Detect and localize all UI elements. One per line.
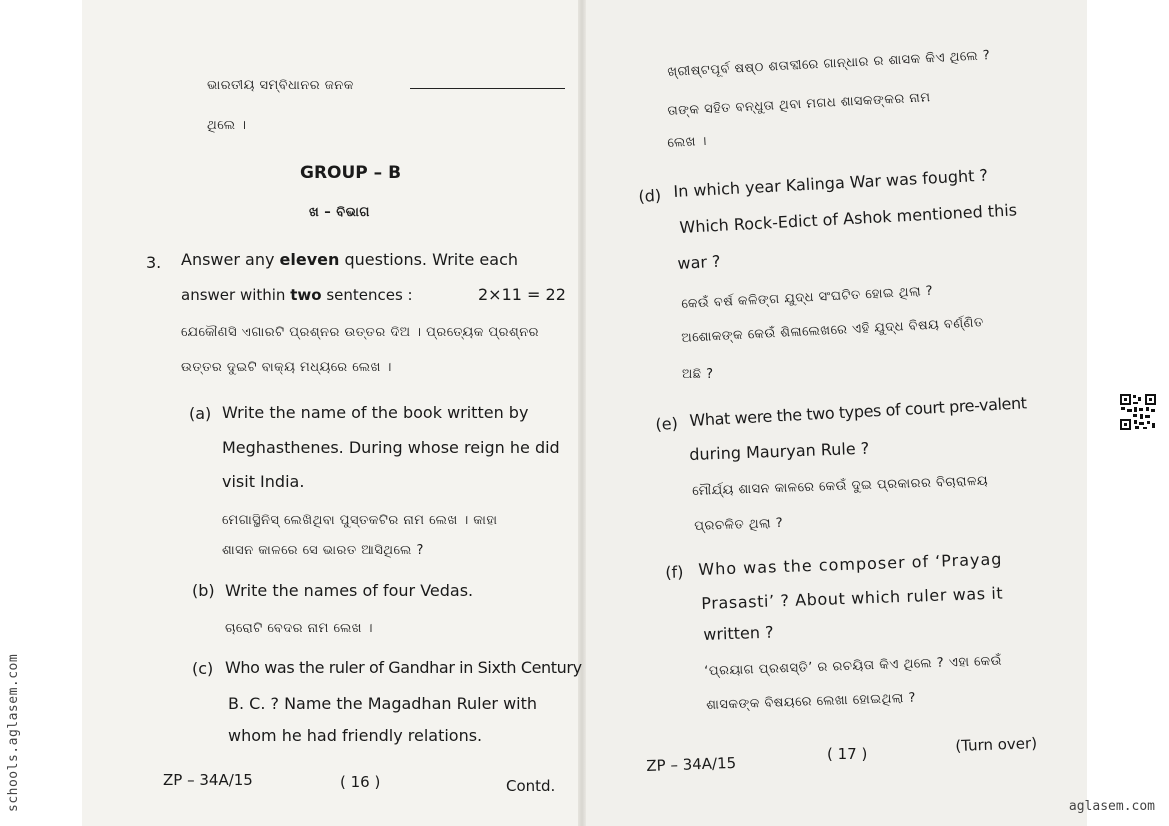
question-d-odia-2: ଅଶୋକଙ୍କ କେଉଁ ଶିଳାଲେଖରେ ଏହି ଯୁଦ୍ଧ ବିଷୟ ବର୍ଣ୍ଣିତ: [681, 315, 985, 346]
question-f-label: (f): [665, 562, 684, 582]
question-d-odia-3: ଅଛି ?: [682, 367, 714, 382]
question-d-line-3: war ?: [677, 251, 721, 273]
question-a-odia-2: ଶାସନ କାଳରେ ସେ ଭାରତ ଆସିଥିଲେ ?: [222, 543, 424, 558]
question-c-line-2: B. C. ? Name the Magadhan Ruler with: [228, 694, 538, 713]
question-3-marks: 2×11 = 22: [478, 285, 566, 304]
question-e-line-1: What were the two types of court pre-valent: [689, 393, 1028, 430]
footer-page-number-right: ( 17 ): [827, 745, 868, 763]
question-f-line-2: Prasasti’ ? About which ruler was it: [701, 583, 1004, 613]
question-3-odia-line-2: ଉତ୍ତର ଦୁଇଟି ବାକ୍ୟ ମଧ୍ୟରେ ଲେଖ ।: [181, 360, 392, 375]
group-title-odia: ଖ – ବିଭାଗ: [309, 205, 370, 220]
question-e-label: (e): [655, 413, 679, 434]
footer-contd: Contd.: [506, 777, 556, 795]
footer-code-left: ZP – 34A/15: [163, 771, 253, 789]
question-d-line-2: Which Rock-Edict of Ashok mentioned this: [679, 200, 1018, 237]
question-c-line-1: Who was the ruler of Gandhar in Sixth Century: [225, 658, 582, 677]
bottom-right-watermark: aglasem.com: [1068, 799, 1155, 814]
question-e-odia-1: ମୌର୍ଯ୍ୟ ଶାସନ କାଳରେ କେଉଁ ଦୁଇ ପ୍ରକାରର ବିଚାରାଳୟ: [692, 473, 989, 499]
question-c-label: (c): [192, 659, 214, 678]
question-c-odia-2: ତାଙ୍କ ସହିତ ବନ୍ଧୁତା ଥିବା ମଗଧ ଶାସକଙ୍କର ନାମ: [667, 90, 931, 119]
question-number: 3.: [146, 253, 162, 272]
question-e-line-2: during Mauryan Rule ?: [689, 438, 870, 464]
side-watermark: schools.aglasem.com: [6, 653, 21, 812]
fill-blank-line: [410, 88, 565, 89]
question-f-odia-2: ଶାସକଙ୍କ ବିଷୟରେ ଲେଖା ହୋଇଥିଲା ?: [706, 690, 917, 713]
question-3-odia-line-1: ଯେକୌଣସି ଏଗାରଟି ପ୍ରଶ୍ନର ଉତ୍ତର ଦିଅ । ପ୍ରତ୍ୟେକ ପ୍ରଶ୍ନର: [181, 325, 540, 340]
book-gutter: [578, 0, 586, 826]
question-3-line-1: Answer any eleven questions. Write each: [181, 250, 519, 269]
question-d-label: (d): [638, 185, 662, 206]
odia-fill-blank-text: ଭାରତୀୟ ସମ୍ବିଧାନର ଜନକ: [207, 78, 354, 93]
question-a-line-1: Write the name of the book written by: [222, 403, 529, 422]
question-c-odia-3: ଲେଖ ।: [667, 133, 708, 151]
question-a-odia-1: ମେଗାସ୍ଥିନିସ୍ ଲେଖିଥିବା ପୁସ୍ତକଟିର ନାମ ଲେଖ । କାହା: [222, 513, 498, 528]
footer-turn-over: (Turn over): [955, 734, 1038, 755]
question-d-odia-1: କେଉଁ ବର୍ଷ କଳିଙ୍ଗ ଯୁଦ୍ଧ ସଂଘଟିତ ହୋଇ ଥିଲା ?: [681, 283, 934, 312]
qr-code-icon: [1119, 393, 1157, 431]
question-3-line-2: answer within two sentences :: [181, 286, 413, 304]
question-b-label: (b): [192, 581, 215, 600]
question-c-odia-1: ଖ୍ରୀଷ୍ଟପୂର୍ବ ଷଷ୍ଠ ଶତାବ୍ଦୀରେ ଗାନ୍ଧାର ର ଶାସକ କିଏ ଥିଲେ ?: [667, 48, 991, 80]
question-f-line-3: written ?: [703, 622, 774, 644]
question-a-line-2: Meghasthenes. During whose reign he did: [222, 438, 560, 457]
question-e-odia-2: ପ୍ରଚଳିତ ଥିଲା ?: [694, 515, 784, 534]
question-c-line-3: whom he had friendly relations.: [228, 726, 483, 745]
question-f-odia-1: ‘ପ୍ରୟାଗ ପ୍ରଶସ୍ତି’ ର ରଚୟିତା କିଏ ଥିଲେ ? ଏହା କେଉଁ: [704, 653, 1003, 679]
group-title: GROUP – B: [300, 163, 402, 183]
footer-code-right: ZP – 34A/15: [646, 753, 737, 775]
odia-fill-blank-text-end: ଥିଲେ ।: [207, 118, 247, 133]
footer-page-number-left: ( 16 ): [340, 773, 381, 791]
question-f-line-1: Who was the composer of ‘Prayag: [698, 549, 1003, 579]
question-a-label: (a): [189, 404, 212, 423]
question-a-line-3: visit India.: [222, 472, 305, 491]
question-b-line-1: Write the names of four Vedas.: [225, 581, 474, 600]
question-d-line-1: In which year Kalinga War was fought ?: [673, 165, 989, 201]
question-b-odia-1: ଚାରୋଟି ବେଦର ନାମ ଲେଖ ।: [225, 621, 373, 636]
